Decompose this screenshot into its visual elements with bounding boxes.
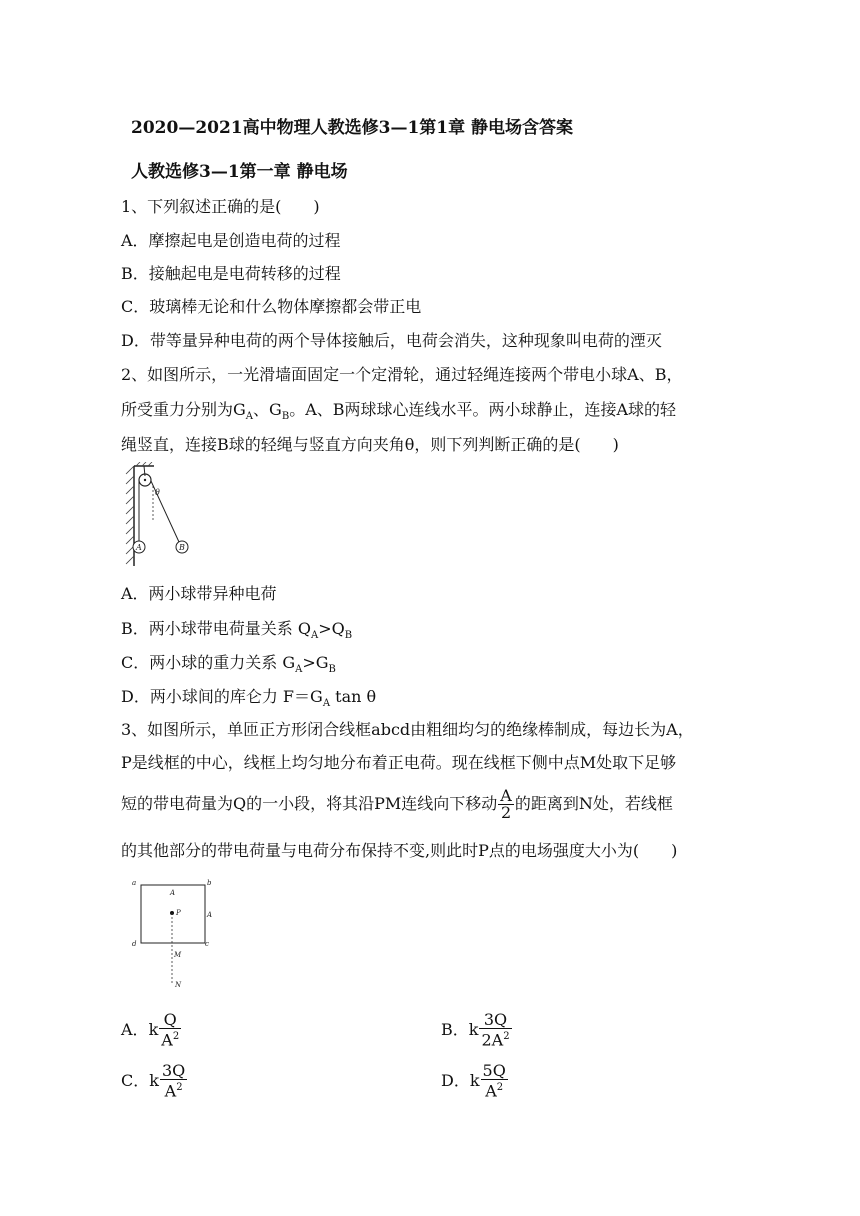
corner-a-label: a — [132, 879, 137, 887]
q1-stem: 1、下列叙述正确的是( ) — [121, 197, 320, 216]
point-p-label: P — [176, 909, 181, 917]
document-title: 2020—2021高中物理人教选修3—1第1章 静电场含答案 — [131, 118, 574, 138]
q2-stem-line3: 绳竖直，连接B球的轻绳与竖直方向夹角θ，则下列判断正确的是( ) — [121, 435, 619, 454]
q3-option-c: C．k $\frac{3Q}{A^2}$ — [121, 1061, 186, 1101]
q3-option-b: B．k $\frac{3Q}{2A^2}$ — [441, 1010, 510, 1050]
q3-stem-line4: 的其他部分的带电荷量与电荷分布保持不变,则此时P点的电场强度大小为( ) — [121, 841, 678, 860]
fraction-a-over-2: $\frac{A}{2}$ — [500, 786, 512, 822]
q2-option-a: A．两小球带异种电荷 — [121, 584, 277, 603]
theta-label: θ — [155, 488, 160, 497]
side-top-label: A — [170, 889, 176, 897]
wall-hatching — [126, 466, 134, 564]
q3-square-frame-figure — [125, 875, 225, 990]
q2-stem-line1: 2、如图所示，一光滑墙面固定一个定滑轮，通过轻绳连接两个带电小球A、B， — [121, 365, 683, 384]
point-m-label: M — [174, 951, 182, 959]
q2-option-d: D．两小球间的库仑力 $F=G_A$ tan θ — [121, 687, 377, 710]
side-right-label: A — [207, 911, 213, 919]
q1-option-a: A．摩擦起电是创造电荷的过程 — [121, 231, 341, 250]
q3-option-a: A．k $\frac{Q}{A^2}$ — [121, 1010, 180, 1050]
q2-option-c: C．两小球的重力关系 $G_A>G_B$ — [121, 653, 336, 676]
chapter-heading: 人教选修3—1第一章 静电场 — [131, 162, 348, 182]
ball-a-label: A — [136, 543, 142, 552]
corner-c-label: c — [205, 940, 209, 948]
q3-stem-line1: 3、如图所示，单匝正方形闭合线框abcd由粗细均匀的绝缘棒制成，每边长为A， — [121, 720, 694, 739]
q1-option-c: C．玻璃棒无论和什么物体摩擦都会带正电 — [121, 297, 422, 316]
q3-option-d: D．k $\frac{5Q}{A^2}$ — [441, 1061, 506, 1101]
q1-option-d: D．带等量异种电荷的两个导体接触后，电荷会消失，这种现象叫电荷的湮灭 — [121, 331, 662, 350]
q3-stem-line3: 短的带电荷量为Q的一小段，将其沿PM连线向下移动 $\frac{A}{2}$ 的距离到N处，若线框 — [121, 786, 673, 822]
q2-option-b: B．两小球带电荷量关系 $Q_A>Q_B$ — [121, 619, 353, 642]
q1-option-b: B．接触起电是电荷转移的过程 — [121, 264, 341, 283]
q2-stem-line2: 所受重力分别为$G_A$、$G_B$。A、B两球球心连线水平。两小球静止，连接A球的轻 — [121, 400, 677, 423]
corner-b-label: b — [207, 879, 212, 887]
corner-d-label: d — [132, 940, 137, 948]
q3-stem-line2: P是线框的中心，线框上均匀地分布着正电荷。现在线框下侧中点M处取下足够 — [121, 753, 677, 772]
ball-b-label: B — [179, 543, 185, 552]
q2-pulley-figure — [122, 462, 202, 572]
point-n-label: N — [175, 981, 182, 989]
